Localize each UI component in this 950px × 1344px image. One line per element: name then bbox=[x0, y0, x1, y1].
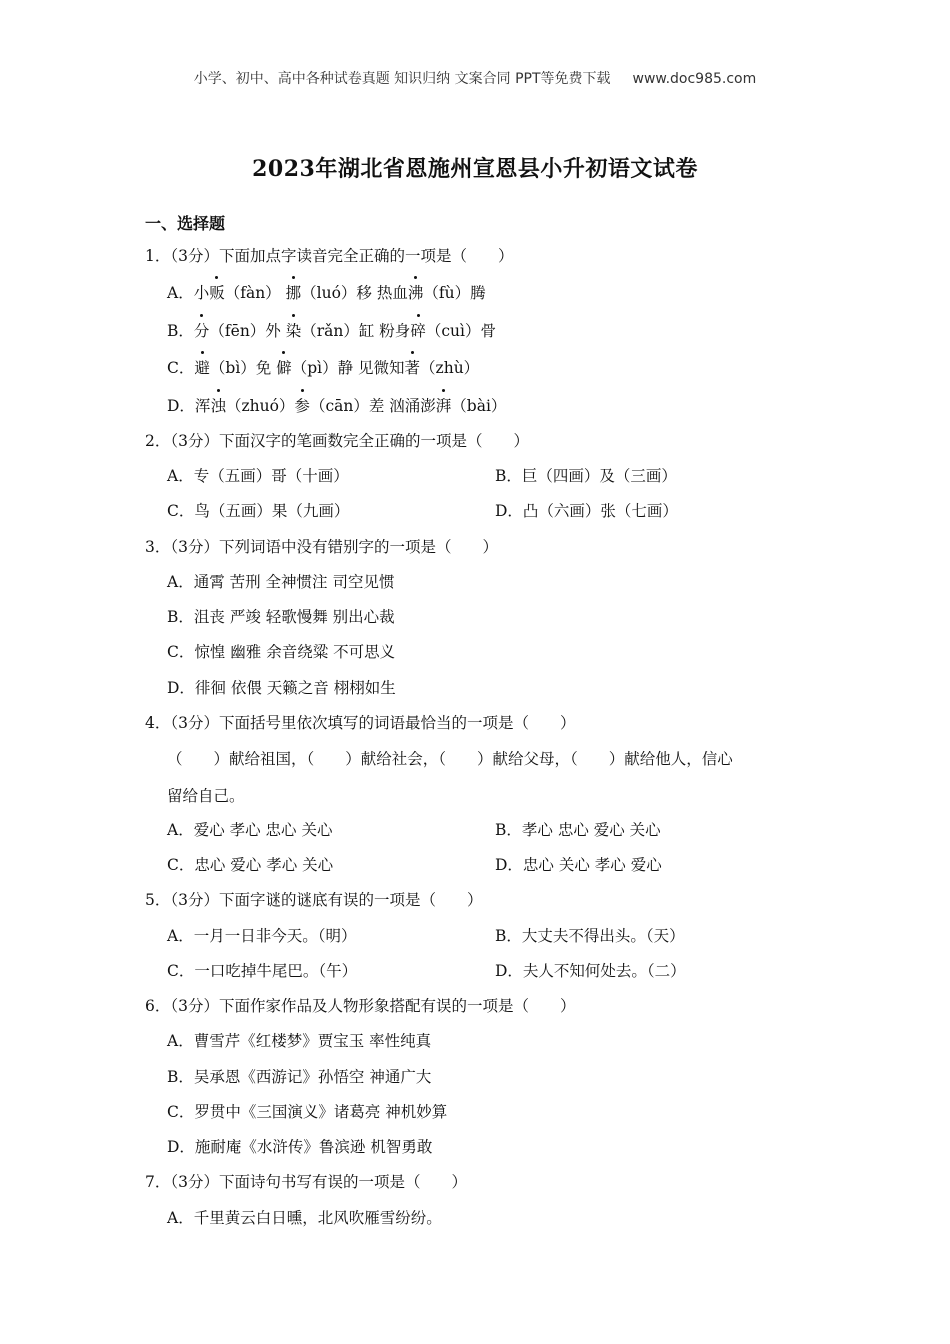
header-text: 小学、初中、高中各种试卷真题 知识归纳 文案合同 PPT等免费下载 bbox=[193, 71, 611, 87]
header-url[interactable]: www.doc985.com bbox=[632, 71, 757, 87]
question-1-option-c: C．避（bì）免 僻（pì）静 见微知著（zhù） bbox=[167, 356, 479, 378]
section-heading: 一、选择题 bbox=[145, 214, 226, 233]
question-6-option-a: A．曹雪芹《红楼梦》贾宝玉 率性纯真 bbox=[167, 1032, 432, 1050]
dotted-char: 湃 bbox=[436, 394, 452, 416]
question-1-option-a: A．小贩（fàn） 挪（luó）移 热血沸（fù）腾 bbox=[167, 281, 486, 303]
dotted-char: 染 bbox=[286, 319, 302, 341]
dotted-char: 分 bbox=[194, 319, 210, 341]
question-4-option-b: B．孝心 忠心 爱心 关心 bbox=[495, 821, 661, 839]
question-5-option-c: C．一口吃掉牛尾巴。（午） bbox=[167, 962, 358, 980]
question-1-stem: 1．（3分）下面加点字读音完全正确的一项是（ ） bbox=[145, 247, 514, 265]
question-4-passage-line-1: （ ）献给祖国，（ ）献给社会，（ ）献给父母，（ ）献给他人，信心 bbox=[167, 750, 733, 768]
question-3-option-b: B．沮丧 严竣 轻歌慢舞 别出心裁 bbox=[167, 608, 395, 626]
question-2-stem: 2．（3分）下面汉字的笔画数完全正确的一项是（ ） bbox=[145, 432, 529, 450]
exam-title: 2023年湖北省恩施州宣恩县小升初语文试卷 bbox=[252, 156, 698, 182]
page-header bbox=[0, 68, 950, 88]
dotted-char: 浊 bbox=[210, 394, 226, 416]
question-4-option-a: A．爱心 孝心 忠心 关心 bbox=[167, 821, 333, 839]
dotted-char: 碎 bbox=[410, 319, 426, 341]
question-5-option-a: A．一月一日非今天。（明） bbox=[167, 927, 357, 945]
dotted-char: 避 bbox=[194, 356, 210, 378]
question-3-option-c: C．惊惶 幽雅 余音绕粱 不可思义 bbox=[167, 643, 396, 661]
dotted-char: 贩 bbox=[209, 281, 225, 303]
question-1-option-b: B．分（fēn）外 染（rǎn）缸 粉身碎（cuì）骨 bbox=[167, 319, 496, 341]
dotted-char: 著 bbox=[405, 356, 421, 378]
question-5-stem: 5．（3分）下面字谜的谜底有误的一项是（ ） bbox=[145, 891, 483, 909]
question-6-stem: 6．（3分）下面作家作品及人物形象搭配有误的一项是（ ） bbox=[145, 997, 576, 1015]
question-2-option-b: B．巨（四画）及（三画） bbox=[495, 467, 677, 485]
question-2-option-d: D．凸（六画）张（七画） bbox=[495, 502, 678, 520]
question-3-option-d: D．徘徊 依偎 天籁之音 栩栩如生 bbox=[167, 679, 396, 697]
question-2-option-c: C．鸟（五画）果（九画） bbox=[167, 502, 350, 520]
question-3-option-a: A．通霄 苦刑 全神惯注 司空见惯 bbox=[167, 573, 395, 591]
question-2-option-a: A．专（五画）哥（十画） bbox=[167, 467, 349, 485]
dotted-char: 沸 bbox=[408, 281, 424, 303]
dotted-char: 僻 bbox=[276, 356, 292, 378]
dotted-char: 参 bbox=[294, 394, 310, 416]
question-6-option-b: B．吴承恩《西游记》孙悟空 神通广大 bbox=[167, 1068, 432, 1086]
question-7-option-a: A．千里黄云白日曛，北风吹雁雪纷纷。 bbox=[167, 1209, 442, 1227]
question-5-option-d: D．夫人不知何处去。（二） bbox=[495, 962, 686, 980]
question-5-option-b: B．大丈夫不得出头。（天） bbox=[495, 927, 685, 945]
question-4-option-d: D．忠心 关心 孝心 爱心 bbox=[495, 856, 662, 874]
question-4-stem: 4．（3分）下面括号里依次填写的词语最恰当的一项是（ ） bbox=[145, 714, 576, 732]
question-1-option-d: D．浑浊（zhuó）参（cān）差 汹涌澎湃（bài） bbox=[167, 394, 506, 416]
question-6-option-c: C．罗贯中《三国演义》诸葛亮 神机妙算 bbox=[167, 1103, 448, 1121]
question-6-option-d: D．施耐庵《水浒传》鲁滨逊 机智勇敢 bbox=[167, 1138, 433, 1156]
question-4-option-c: C．忠心 爱心 孝心 关心 bbox=[167, 856, 334, 874]
question-7-stem: 7．（3分）下面诗句书写有误的一项是（ ） bbox=[145, 1173, 467, 1191]
question-3-stem: 3．（3分）下列词语中没有错别字的一项是（ ） bbox=[145, 538, 498, 556]
dotted-char: 挪 bbox=[286, 281, 302, 303]
question-4-passage-line-2: 留给自己。 bbox=[167, 787, 245, 805]
